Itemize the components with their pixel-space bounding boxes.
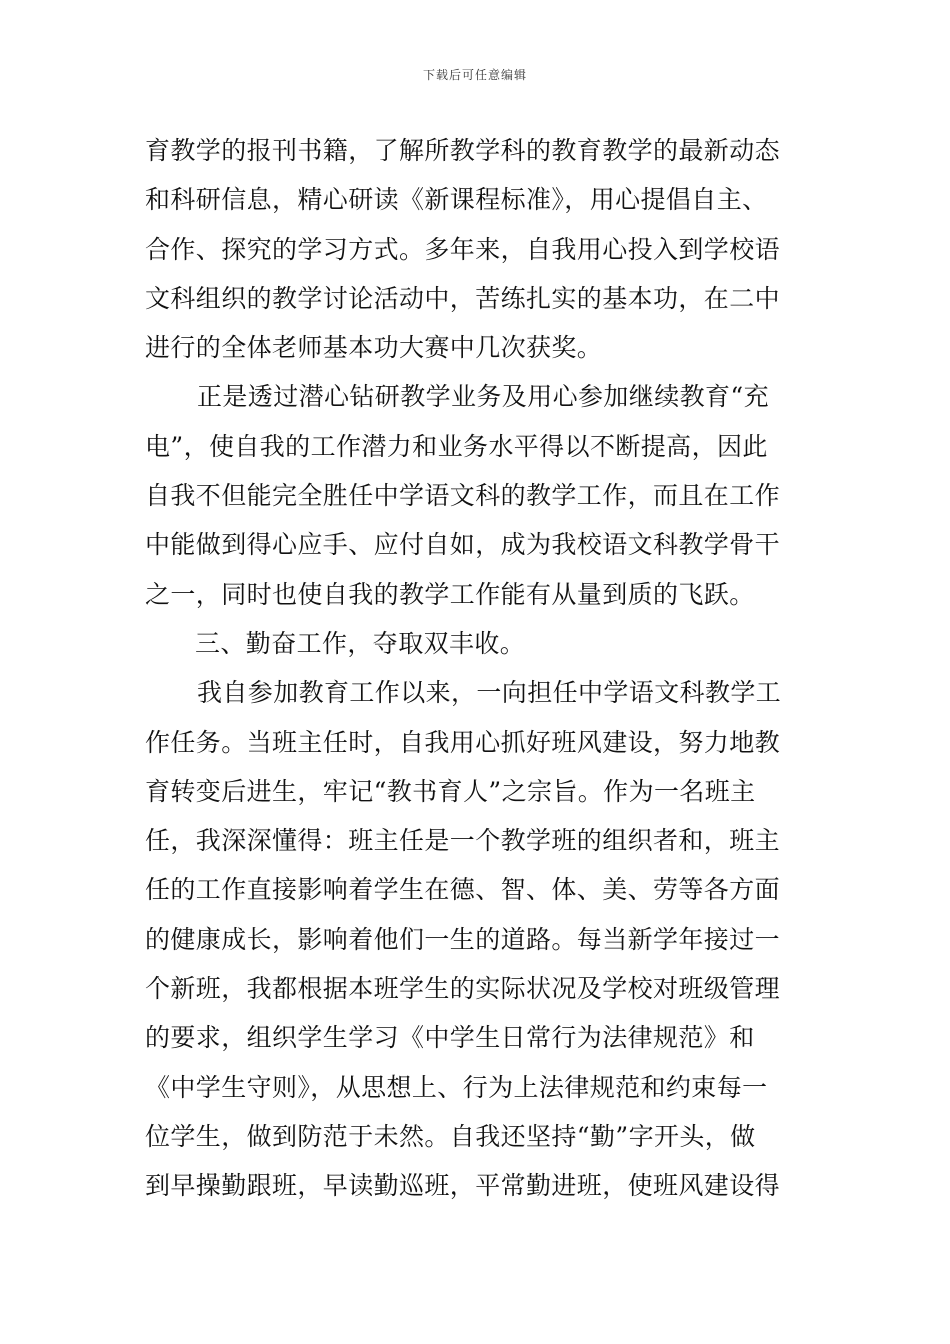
- text-line: 任的工作直接影响着学生在德、智、体、美、劳等各方面: [145, 875, 781, 905]
- header-note: 下载后可任意编辑: [422, 68, 527, 82]
- text-line: 的健康成长，影响着他们一生的道路。每当新学年接过一: [145, 924, 781, 954]
- text-line: 《中学生守则》，从思想上、行为上法律规范和约束每一: [145, 1072, 768, 1102]
- text-line: 文科组织的教学讨论活动中，苦练扎实的基本功，在二中: [145, 283, 781, 313]
- body-text: [145, 126, 807, 1211]
- text-line: 位学生，做到防范于未然。自我还坚持“勤”字开头，做: [145, 1121, 756, 1151]
- text-line: 自我不但能完全胜任中学语文科的教学工作，而且在工作: [145, 481, 781, 511]
- text-line: 到早操勤跟班，早读勤巡班，平常勤进班，使班风建设得: [145, 1171, 781, 1201]
- text-line: 之一，同时也使自我的教学工作能有从量到质的飞跃。: [145, 579, 755, 609]
- text-line: 育转变后进生，牢记“教书育人”之宗旨。作为一名班主: [145, 776, 756, 806]
- text-line: 进行的全体老师基本功大赛中几次获奖。: [145, 333, 603, 363]
- text-line: 和科研信息，精心研读《新课程标准》，用心提倡自主、: [145, 185, 768, 215]
- text-line: 中能做到得心应手、应付自如，成为我校语文科教学骨干: [145, 530, 781, 560]
- text-line: 任，我深深懂得：班主任是一个教学班的组织者和，班主: [145, 826, 781, 856]
- text-line: 的要求，组织学生学习《中学生日常行为法律规范》和: [145, 1023, 755, 1053]
- section-heading: 三、勤奋工作，夺取双丰收。: [195, 628, 526, 658]
- text-line: 电”，使自我的工作潜力和业务水平得以不断提高，因此: [145, 431, 768, 461]
- paragraph-start-line: 正是透过潜心钻研教学业务及用心参加继续教育“充: [197, 382, 769, 412]
- text-line: 合作、探究的学习方式。多年来，自我用心投入到学校语: [145, 234, 781, 264]
- text-line: 作任务。当班主任时，自我用心抓好班风建设，努力地教: [145, 727, 781, 757]
- text-line: 育教学的报刊书籍，了解所教学科的教育教学的最新动态: [145, 136, 781, 165]
- text-line: 个新班，我都根据本班学生的实际状况及学校对班级管理: [145, 974, 781, 1004]
- paragraph-start-line: 我自参加教育工作以来，一向担任中学语文科教学工: [197, 678, 782, 708]
